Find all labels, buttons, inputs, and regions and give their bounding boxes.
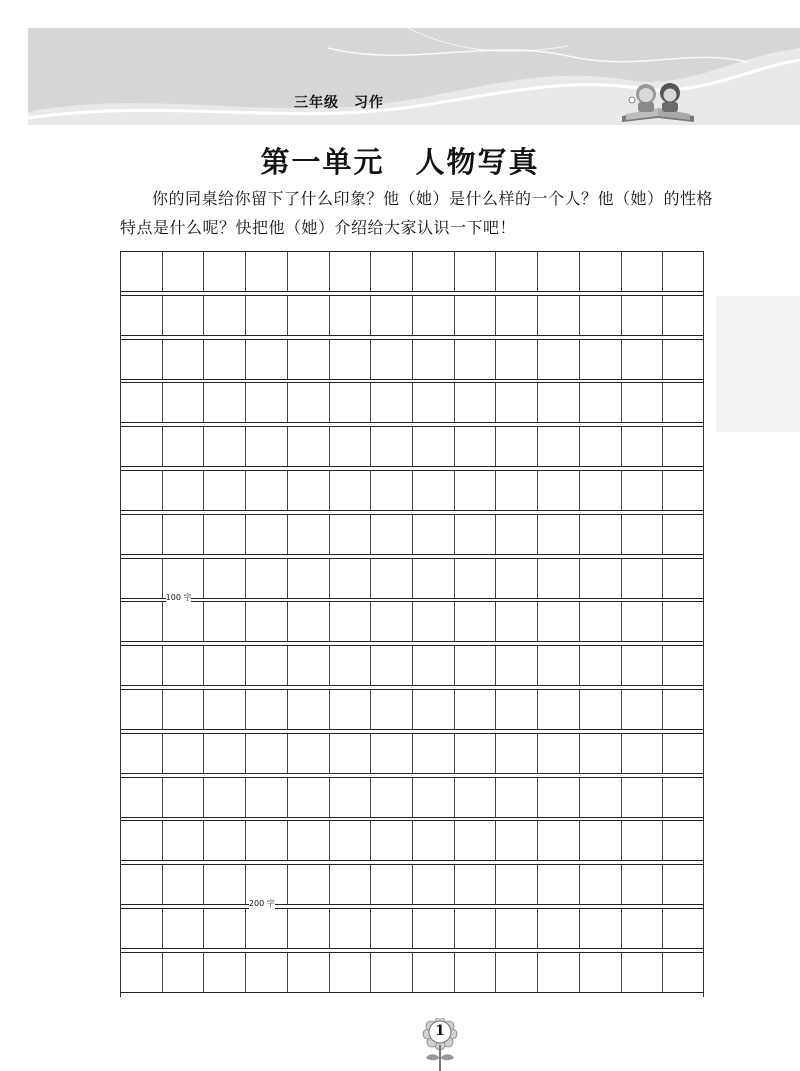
grid-cell[interactable] bbox=[121, 515, 163, 554]
grid-cell[interactable] bbox=[496, 909, 538, 948]
grid-cell[interactable] bbox=[204, 602, 246, 641]
grid-cell[interactable] bbox=[246, 690, 288, 729]
grid-cell[interactable] bbox=[580, 646, 622, 685]
grid-cell[interactable] bbox=[330, 296, 372, 335]
grid-cell[interactable] bbox=[663, 953, 704, 992]
grid-cell[interactable] bbox=[580, 340, 622, 379]
grid-cell[interactable] bbox=[580, 909, 622, 948]
grid-cell[interactable] bbox=[413, 909, 455, 948]
grid-cell[interactable] bbox=[580, 559, 622, 598]
grid-row bbox=[121, 295, 704, 336]
grid-cell[interactable] bbox=[204, 340, 246, 379]
page-number-flower bbox=[420, 1018, 460, 1071]
grid-cell[interactable] bbox=[204, 646, 246, 685]
grid-cell[interactable] bbox=[413, 296, 455, 335]
grid-cell[interactable] bbox=[663, 602, 704, 641]
grid-cell[interactable] bbox=[413, 646, 455, 685]
grid-cell[interactable] bbox=[538, 471, 580, 510]
writing-prompt: 你的同桌给你留下了什么印象？他（她）是什么样的一个人？他（她）的性格特点是什么呢？快把他（她）介绍给大家认识一下吧！ bbox=[120, 189, 714, 237]
grid-cell[interactable] bbox=[538, 515, 580, 554]
grid-cell[interactable] bbox=[288, 734, 330, 773]
grid-cell[interactable] bbox=[121, 559, 163, 598]
grid-row bbox=[121, 820, 704, 861]
grid-cell[interactable] bbox=[371, 734, 413, 773]
grid-cell[interactable] bbox=[622, 515, 664, 554]
grid-cell[interactable] bbox=[163, 296, 205, 335]
grid-row bbox=[121, 251, 704, 292]
grid-cell[interactable] bbox=[330, 690, 372, 729]
grid-cell[interactable] bbox=[330, 252, 372, 291]
grid-cell[interactable] bbox=[246, 602, 288, 641]
grid-cell[interactable] bbox=[246, 909, 288, 948]
grid-cell[interactable] bbox=[330, 646, 372, 685]
grid-cell[interactable] bbox=[538, 909, 580, 948]
grid-cell[interactable] bbox=[580, 383, 622, 422]
grid-cell[interactable] bbox=[538, 559, 580, 598]
grid-cell[interactable] bbox=[580, 252, 622, 291]
grid-cell[interactable] bbox=[663, 296, 704, 335]
grid-cell[interactable] bbox=[371, 427, 413, 466]
grid-cell[interactable] bbox=[246, 778, 288, 817]
grid-cell[interactable] bbox=[204, 953, 246, 992]
grid-cell[interactable] bbox=[163, 953, 205, 992]
grid-cell[interactable] bbox=[163, 471, 205, 510]
grid-cell[interactable] bbox=[288, 427, 330, 466]
grid-cell[interactable] bbox=[288, 646, 330, 685]
grid-cell[interactable] bbox=[580, 734, 622, 773]
grid-cell[interactable] bbox=[413, 515, 455, 554]
grid-cell[interactable] bbox=[622, 471, 664, 510]
grid-cell[interactable] bbox=[330, 340, 372, 379]
grid-cell[interactable] bbox=[371, 602, 413, 641]
grid-cell[interactable] bbox=[663, 909, 704, 948]
grid-cell[interactable] bbox=[121, 778, 163, 817]
grid-cell[interactable] bbox=[204, 778, 246, 817]
children-reading-icon bbox=[618, 80, 698, 126]
grid-cell[interactable] bbox=[288, 471, 330, 510]
grid-cell[interactable] bbox=[163, 602, 205, 641]
grid-cell[interactable] bbox=[538, 734, 580, 773]
grid-cell[interactable] bbox=[204, 865, 246, 904]
grid-cell[interactable] bbox=[330, 865, 372, 904]
grid-cell[interactable] bbox=[204, 383, 246, 422]
grid-cell[interactable] bbox=[121, 296, 163, 335]
grid-cell[interactable] bbox=[204, 909, 246, 948]
grid-cell[interactable] bbox=[288, 559, 330, 598]
grid-cell[interactable] bbox=[330, 427, 372, 466]
grid-cell[interactable] bbox=[663, 690, 704, 729]
grid-cell[interactable] bbox=[455, 734, 497, 773]
grid-cell[interactable] bbox=[288, 865, 330, 904]
grid-cell[interactable] bbox=[622, 559, 664, 598]
grid-cell[interactable] bbox=[330, 602, 372, 641]
grid-cell[interactable] bbox=[288, 778, 330, 817]
grid-cell[interactable] bbox=[246, 646, 288, 685]
side-tab bbox=[716, 296, 800, 432]
grid-cell[interactable] bbox=[413, 690, 455, 729]
grid-cell[interactable] bbox=[121, 690, 163, 729]
grid-cell[interactable] bbox=[413, 252, 455, 291]
grid-cell[interactable] bbox=[246, 340, 288, 379]
grid-row bbox=[121, 382, 704, 423]
grid-cell[interactable] bbox=[580, 778, 622, 817]
grid-cell[interactable] bbox=[538, 865, 580, 904]
grid-cell[interactable] bbox=[371, 690, 413, 729]
grid-cell[interactable] bbox=[330, 734, 372, 773]
grid-cell[interactable] bbox=[163, 690, 205, 729]
grid-cell[interactable] bbox=[204, 252, 246, 291]
grid-cell[interactable] bbox=[580, 427, 622, 466]
grid-cell[interactable] bbox=[204, 296, 246, 335]
grid-cell[interactable] bbox=[663, 515, 704, 554]
grid-cell[interactable] bbox=[204, 734, 246, 773]
grid-cell[interactable] bbox=[163, 427, 205, 466]
grid-cell[interactable] bbox=[496, 646, 538, 685]
grid-row bbox=[121, 777, 704, 818]
grid-cell[interactable] bbox=[330, 778, 372, 817]
grid-cell[interactable] bbox=[246, 471, 288, 510]
grid-cell[interactable] bbox=[538, 296, 580, 335]
grid-cell[interactable] bbox=[413, 778, 455, 817]
grid-cell[interactable] bbox=[455, 909, 497, 948]
grid-row bbox=[121, 733, 704, 774]
grid-cell[interactable] bbox=[663, 559, 704, 598]
grid-cell[interactable] bbox=[413, 865, 455, 904]
grid-cell[interactable] bbox=[496, 865, 538, 904]
grid-cell[interactable] bbox=[288, 909, 330, 948]
grid-cell[interactable] bbox=[121, 252, 163, 291]
grid-cell[interactable] bbox=[121, 734, 163, 773]
word-count-mark: 100 字 bbox=[165, 592, 192, 602]
grid-cell[interactable] bbox=[496, 559, 538, 598]
grid-cell[interactable] bbox=[246, 427, 288, 466]
grid-cell[interactable] bbox=[163, 865, 205, 904]
grid-cell[interactable] bbox=[371, 296, 413, 335]
grid-cell[interactable] bbox=[204, 559, 246, 598]
grid-cell[interactable] bbox=[580, 296, 622, 335]
grid-cell[interactable] bbox=[663, 427, 704, 466]
grid-cell[interactable] bbox=[204, 427, 246, 466]
grid-cell[interactable] bbox=[163, 646, 205, 685]
grid-cell[interactable] bbox=[413, 602, 455, 641]
grid-row bbox=[121, 952, 704, 993]
grid-cell[interactable] bbox=[622, 646, 664, 685]
grid-cell[interactable] bbox=[538, 383, 580, 422]
grid-cell[interactable] bbox=[622, 340, 664, 379]
grid-cell[interactable] bbox=[580, 690, 622, 729]
grid-cell[interactable] bbox=[413, 821, 455, 860]
grid-cell[interactable] bbox=[371, 471, 413, 510]
grid-cell[interactable] bbox=[455, 778, 497, 817]
grid-cell[interactable] bbox=[496, 602, 538, 641]
grid-cell[interactable] bbox=[455, 821, 497, 860]
grid-cell[interactable] bbox=[288, 821, 330, 860]
grid-row bbox=[121, 645, 704, 686]
grid-cell[interactable] bbox=[663, 865, 704, 904]
grid-cell[interactable] bbox=[455, 252, 497, 291]
grid-cell[interactable] bbox=[288, 252, 330, 291]
grid-cell[interactable] bbox=[330, 559, 372, 598]
grid-cell[interactable] bbox=[413, 471, 455, 510]
grid-cell[interactable] bbox=[413, 340, 455, 379]
grid-cell[interactable] bbox=[580, 471, 622, 510]
grid-row bbox=[121, 689, 704, 730]
grid-cell[interactable] bbox=[204, 690, 246, 729]
grid-cell[interactable] bbox=[288, 296, 330, 335]
grid-cell[interactable] bbox=[371, 252, 413, 291]
grid-cell[interactable] bbox=[163, 515, 205, 554]
grid-row bbox=[121, 514, 704, 555]
grid-cell[interactable] bbox=[455, 296, 497, 335]
grid-cell[interactable] bbox=[288, 953, 330, 992]
grid-cell[interactable] bbox=[496, 953, 538, 992]
grid-cell[interactable] bbox=[622, 690, 664, 729]
grid-cell[interactable] bbox=[455, 340, 497, 379]
grid-cell[interactable] bbox=[580, 515, 622, 554]
grid-cell[interactable] bbox=[121, 340, 163, 379]
grid-cell[interactable] bbox=[538, 340, 580, 379]
grid-cell[interactable] bbox=[580, 602, 622, 641]
grid-cell[interactable] bbox=[163, 778, 205, 817]
grid-cell[interactable] bbox=[121, 427, 163, 466]
grid-cell[interactable] bbox=[371, 778, 413, 817]
grid-cell[interactable] bbox=[371, 515, 413, 554]
page-number: 1 bbox=[435, 1023, 445, 1039]
grid-cell[interactable] bbox=[288, 690, 330, 729]
grid-cell[interactable] bbox=[496, 296, 538, 335]
grid-cell[interactable] bbox=[538, 252, 580, 291]
grid-cell[interactable] bbox=[622, 734, 664, 773]
grid-cell[interactable] bbox=[246, 734, 288, 773]
grid-cell[interactable] bbox=[121, 909, 163, 948]
grid-cell[interactable] bbox=[413, 383, 455, 422]
grid-cell[interactable] bbox=[371, 646, 413, 685]
grid-cell[interactable] bbox=[121, 383, 163, 422]
grid-cell[interactable] bbox=[622, 602, 664, 641]
grid-cell[interactable] bbox=[121, 646, 163, 685]
grid-cell[interactable] bbox=[663, 734, 704, 773]
grid-cell[interactable] bbox=[121, 865, 163, 904]
grid-cell[interactable] bbox=[622, 953, 664, 992]
grid-cell[interactable] bbox=[663, 340, 704, 379]
grid-cell[interactable] bbox=[496, 821, 538, 860]
grid-cell[interactable] bbox=[330, 471, 372, 510]
grid-cell[interactable] bbox=[163, 821, 205, 860]
grid-cell[interactable] bbox=[163, 340, 205, 379]
word-count-mark: 200 字 bbox=[248, 899, 275, 909]
grid-cell[interactable] bbox=[496, 471, 538, 510]
grid-cell[interactable] bbox=[496, 427, 538, 466]
grid-cell[interactable] bbox=[622, 778, 664, 817]
grid-row bbox=[121, 864, 704, 905]
grid-cell[interactable] bbox=[663, 252, 704, 291]
grid-cell[interactable] bbox=[538, 602, 580, 641]
grid-cell[interactable] bbox=[246, 953, 288, 992]
grid-cell[interactable] bbox=[330, 821, 372, 860]
grid-cell[interactable] bbox=[455, 953, 497, 992]
grid-cell[interactable] bbox=[580, 821, 622, 860]
grid-cell[interactable] bbox=[455, 602, 497, 641]
grid-cell[interactable] bbox=[246, 515, 288, 554]
grid-cell[interactable] bbox=[538, 427, 580, 466]
grid-cell[interactable] bbox=[246, 821, 288, 860]
grid-cell[interactable] bbox=[371, 821, 413, 860]
grid-cell[interactable] bbox=[121, 471, 163, 510]
grid-cell[interactable] bbox=[663, 778, 704, 817]
writing-grid[interactable] bbox=[120, 251, 704, 997]
grid-cell[interactable] bbox=[246, 296, 288, 335]
grid-row bbox=[121, 601, 704, 642]
grid-cell[interactable] bbox=[413, 953, 455, 992]
grid-cell[interactable] bbox=[204, 821, 246, 860]
grid-cell[interactable] bbox=[455, 646, 497, 685]
grid-cell[interactable] bbox=[663, 383, 704, 422]
grid-cell[interactable] bbox=[538, 690, 580, 729]
grid-cell[interactable] bbox=[496, 515, 538, 554]
grid-row bbox=[121, 470, 704, 511]
grid-cell[interactable] bbox=[455, 383, 497, 422]
grid-cell[interactable] bbox=[413, 734, 455, 773]
grid-cell[interactable] bbox=[496, 734, 538, 773]
grid-cell[interactable] bbox=[204, 515, 246, 554]
grid-cell[interactable] bbox=[455, 690, 497, 729]
grid-cell[interactable] bbox=[163, 734, 205, 773]
grid-cell[interactable] bbox=[455, 471, 497, 510]
grid-cell[interactable] bbox=[330, 515, 372, 554]
grid-cell[interactable] bbox=[622, 383, 664, 422]
grid-cell[interactable] bbox=[455, 865, 497, 904]
grid-cell[interactable] bbox=[496, 383, 538, 422]
grid-cell[interactable] bbox=[663, 821, 704, 860]
grid-cell[interactable] bbox=[455, 427, 497, 466]
grid-cell[interactable] bbox=[538, 821, 580, 860]
grid-cell[interactable] bbox=[580, 865, 622, 904]
grid-cell[interactable] bbox=[121, 821, 163, 860]
grid-cell[interactable] bbox=[663, 646, 704, 685]
grid-cell[interactable] bbox=[538, 953, 580, 992]
grid-cell[interactable] bbox=[288, 383, 330, 422]
grid-cell[interactable] bbox=[246, 252, 288, 291]
grid-cell[interactable] bbox=[371, 340, 413, 379]
grid-cell[interactable] bbox=[246, 559, 288, 598]
grid-row bbox=[121, 908, 704, 949]
grid-cell[interactable] bbox=[496, 340, 538, 379]
grid-cell[interactable] bbox=[622, 909, 664, 948]
grid-cell[interactable] bbox=[371, 953, 413, 992]
grid-cell[interactable] bbox=[622, 296, 664, 335]
grid-cell[interactable] bbox=[204, 471, 246, 510]
grid-cell[interactable] bbox=[622, 865, 664, 904]
grid-cell[interactable] bbox=[538, 778, 580, 817]
grid-cell[interactable] bbox=[330, 909, 372, 948]
grid-cell[interactable] bbox=[288, 602, 330, 641]
grid-cell[interactable] bbox=[496, 690, 538, 729]
grid-cell[interactable] bbox=[288, 515, 330, 554]
unit-title: 第一单元 人物写真 bbox=[260, 145, 540, 179]
grid-cell[interactable] bbox=[121, 953, 163, 992]
grid-cell[interactable] bbox=[371, 559, 413, 598]
grade-subject-label: 三年级 习作 bbox=[294, 95, 384, 111]
grid-cell[interactable] bbox=[413, 559, 455, 598]
grid-cell[interactable] bbox=[163, 252, 205, 291]
grid-row bbox=[121, 558, 704, 599]
grid-cell[interactable] bbox=[580, 953, 622, 992]
grid-cell[interactable] bbox=[121, 602, 163, 641]
grid-cell[interactable] bbox=[622, 821, 664, 860]
grid-cell[interactable] bbox=[371, 383, 413, 422]
grid-cell[interactable] bbox=[330, 383, 372, 422]
grid-cell[interactable] bbox=[455, 559, 497, 598]
grid-row bbox=[121, 426, 704, 467]
grid-cell[interactable] bbox=[330, 953, 372, 992]
grid-cell[interactable] bbox=[538, 646, 580, 685]
grid-cell[interactable] bbox=[246, 383, 288, 422]
grid-cell[interactable] bbox=[413, 427, 455, 466]
grid-cell[interactable] bbox=[371, 865, 413, 904]
grid-cell[interactable] bbox=[663, 471, 704, 510]
grid-cell[interactable] bbox=[455, 515, 497, 554]
grid-cell[interactable] bbox=[496, 252, 538, 291]
grid-cell[interactable] bbox=[496, 778, 538, 817]
grid-cell[interactable] bbox=[622, 427, 664, 466]
grid-cell[interactable] bbox=[622, 252, 664, 291]
grid-cell[interactable] bbox=[163, 909, 205, 948]
grid-cell[interactable] bbox=[371, 909, 413, 948]
grid-cell[interactable] bbox=[288, 340, 330, 379]
grid-cell[interactable] bbox=[163, 383, 205, 422]
grid-row bbox=[121, 339, 704, 380]
